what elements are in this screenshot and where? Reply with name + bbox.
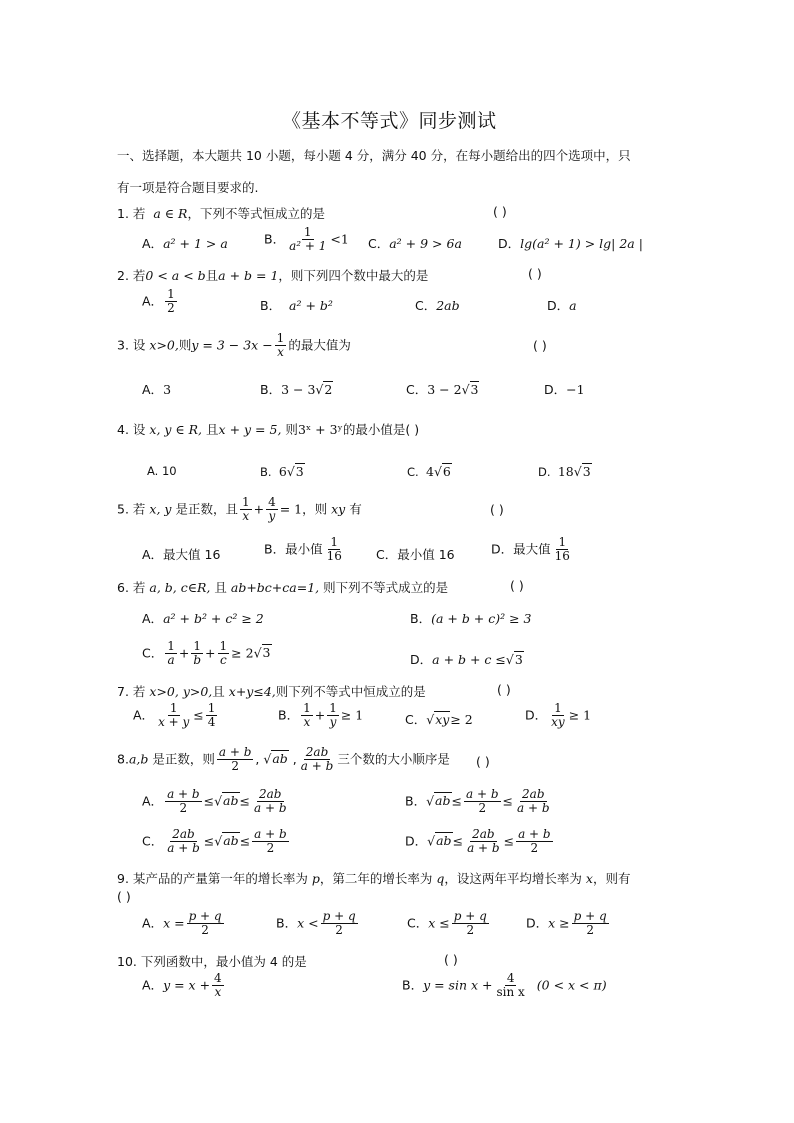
- q8-option-c: C． $\frac{2ab}{a + b}$ ≤√ab≤ $\frac{a + b}{2}$: [142, 827, 287, 856]
- q6-option-c: C． $\frac{1}{a}$ + $\frac{1}{b}$ + $\frac{1}{c}$ ≥ 2√3: [142, 639, 271, 668]
- q6-option-a: A．a² + b² + c² ≥ 2: [142, 611, 264, 626]
- option-b: B．x < $\frac{p + q}{2}$: [276, 909, 356, 938]
- option-c: C．√xy≥ 2: [405, 712, 473, 727]
- q8-option-d: D．√ab≤ $\frac{2ab}{a + b}$ ≤ $\frac{a + b}{2}$: [405, 827, 551, 856]
- option-a: A. 10: [147, 464, 177, 478]
- question-10: 10. 下列函数中，最小值为 4 的是: [117, 954, 307, 969]
- option-b: B． $\frac{1}{\text{a² + 1}}$ <1: [264, 225, 349, 254]
- options-2: [142, 288, 662, 322]
- options-9: [142, 910, 662, 946]
- answer-blank-9[interactable]: ( ): [117, 889, 131, 904]
- question-8: 8.a,b 是正数，则 $\frac{a + b}{2}$ , √ab , $\frac{2ab}{a + b}$ 三个数的大小顺序是: [117, 745, 450, 774]
- answer-blank-7[interactable]: ( ): [497, 682, 511, 697]
- question-9: 9. 某产品的产量第一年的增长率为 p，第二年的增长率为 q，设这两年平均增长率为 x，则有: [117, 871, 631, 886]
- q6-option-d: D．a + b + c ≤√3: [410, 652, 523, 667]
- q10-option-a: A．y = x + $\frac{4}{x}$: [142, 971, 222, 1000]
- option-d: D．lg(a² + 1) > lg| 2a |: [498, 236, 643, 251]
- answer-blank-2[interactable]: ( ): [528, 266, 542, 281]
- question-7: 7. 若 x>0, y>0,且 x+y≤4,则下列不等式中恒成立的是: [117, 684, 426, 699]
- answer-blank-5[interactable]: ( ): [490, 502, 504, 517]
- option-d: D．最大值 $\frac{1}{16}$: [491, 535, 570, 564]
- option-c: C. 4√6: [407, 464, 451, 479]
- option-d: D． $\frac{1}{xy}$ ≥ 1: [525, 701, 592, 730]
- question-6: 6. 若 a, b, c∈R, 且 ab+bc+ca=1, 则下列不等式成立的是: [117, 580, 449, 595]
- question-2: 2. 若0 < a < b且a + b = 1，则下列四个数中最大的是: [117, 268, 429, 283]
- option-b: B. 6√3: [260, 464, 304, 479]
- q6-option-b: B．(a + b + c)² ≥ 3: [410, 611, 532, 626]
- option-d: D．x ≥ $\frac{p + q}{2}$: [526, 909, 607, 938]
- answer-blank-10[interactable]: ( ): [444, 952, 458, 967]
- option-d: D. 18√3: [538, 464, 591, 479]
- option-a: A．x = $\frac{p + q}{2}$: [142, 909, 222, 938]
- answer-blank-1[interactable]: ( ): [493, 204, 507, 219]
- section-heading-cont: 有一项是符合题目要求的.: [117, 180, 259, 195]
- option-d: D．−1: [544, 382, 585, 397]
- option-a: A．a² + 1 > a: [142, 236, 228, 251]
- question-4: 4. 设 x, y ∈ R, 且x + y = 5, 则3ˣ + 3ʸ的最小值是( ): [117, 422, 420, 437]
- answer-blank-8[interactable]: ( ): [476, 754, 490, 769]
- q8-option-a: A． $\frac{a + b}{2}$ ≤√ab≤ $\frac{2ab}{a + b}$: [142, 787, 287, 816]
- option-a: A． $\frac{1}{2}$: [142, 287, 175, 316]
- question-5: 5. 若 x, y 是正数，且 $\frac{1}{x}$ + $\frac{4}{y}$ = 1，则 xy 有: [117, 495, 362, 524]
- page-title: 《基本不等式》同步测试: [282, 110, 497, 132]
- option-c: C．x ≤ $\frac{p + q}{2}$: [407, 909, 487, 938]
- question-1: 1. 若 a ∈ R，下列不等式恒成立的是: [117, 206, 325, 221]
- option-a: A． $\frac{1}{x + y}$ ≤ $\frac{1}{4}$: [133, 701, 216, 730]
- option-d: D．a: [547, 298, 577, 313]
- q10-option-b: B．y = sin x + $\frac{4}{\text{sin x}}$ (0 < x < π): [402, 971, 607, 1000]
- option-c: C．3 − 2√3: [406, 382, 479, 397]
- answer-blank-6[interactable]: ( ): [510, 578, 524, 593]
- q8-option-b: B．√ab≤ $\frac{a + b}{2}$ ≤ $\frac{2ab}{a + b}$: [405, 787, 550, 816]
- option-c: C．a² + 9 > 6a: [368, 236, 462, 251]
- option-b: B． $\frac{1}{x}$ + $\frac{1}{y}$ ≥ 1: [278, 701, 364, 730]
- options-7: [133, 702, 693, 738]
- question-3: 3. 设 x>0,则y = 3 − 3x − $\frac{1}{x}$ 的最大值为: [117, 331, 351, 360]
- option-a: A．3: [142, 382, 172, 397]
- option-c: C．最小值 16: [376, 547, 455, 562]
- option-b: B．3 − 3√2: [260, 382, 333, 397]
- options-5: [142, 536, 662, 570]
- options-3: [142, 380, 662, 400]
- option-b: B．最小值 $\frac{1}{16}$: [264, 535, 342, 564]
- answer-blank-3[interactable]: ( ): [533, 338, 547, 353]
- options-1: [142, 226, 662, 256]
- option-b: B． a² + b²: [260, 298, 333, 313]
- option-a: A．最大值 16: [142, 547, 221, 562]
- options-4: [147, 464, 667, 484]
- section-heading: 一、选择题，本大题共 10 小题，每小题 4 分，满分 40 分，在每小题给出的四个选项中，只: [117, 148, 631, 163]
- option-c: C．2ab: [415, 298, 460, 313]
